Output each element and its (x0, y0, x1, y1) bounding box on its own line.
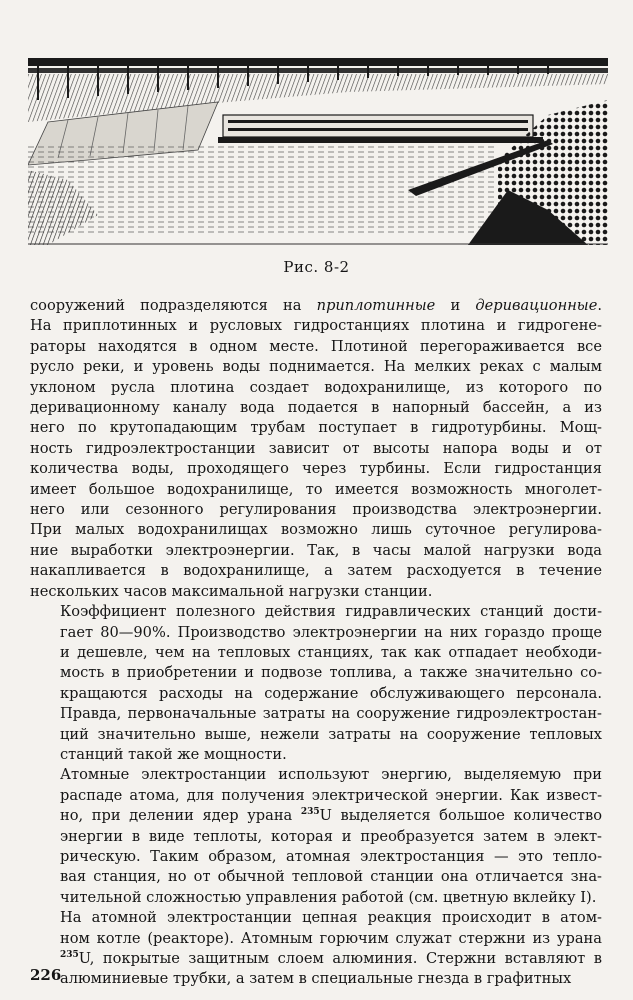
text-line: раторы находятся в одном месте. Плотиной перегораживается все (30, 337, 602, 355)
text-line: вая станция, но от обычной тепловой станции она отличается зна- (60, 868, 602, 886)
text-line: Коэффициент полезного действия гидравлических станций дости- (60, 603, 602, 621)
text-line: имеет большое водохранилище, то имеется возможность многолет- (30, 480, 602, 498)
text-line: уклоном русла плотина создает водохранилище, из которого по (30, 378, 602, 396)
text-line: накапливается в водохранилище, а затем расходуется в течение (30, 562, 602, 580)
text-line: деривационному каналу вода подается в напорный бассейн, а из (30, 399, 602, 417)
dam-drawing (28, 40, 608, 245)
text-line: На приплотинных и русловых гидростанциях плотина и гидрогене- (30, 317, 602, 335)
text-line: станций такой же мощности. (60, 745, 287, 763)
isotope-mass-number: 235 (300, 807, 320, 818)
page-number: 226 (30, 966, 62, 984)
text-line: чительной сложностью управления работой (см. цветную вклейку I). (60, 888, 597, 906)
text-line: ций значительно выше, нежели затраты на сооружение тепловых (60, 725, 602, 743)
text-line: но, при делении ядер урана $^{235}$U выделяется большое количество (60, 807, 602, 825)
text-line: количества воды, проходящего через турбины. Если гидростанция (30, 460, 602, 478)
paragraph (30, 908, 602, 990)
text-line: $^{235}$U, покрытые защитным слоем алюминия. Стержни вставляют в (60, 950, 602, 967)
text-line: и дешевле, чем на тепловых станциях, так как отпадает необходи- (60, 643, 602, 661)
text-line: энергии в виде теплоты, которая и преобразуется затем в элект- (60, 827, 602, 845)
text-line: него или сезонного регулирования производства электроэнергии. (30, 501, 602, 519)
text-line: алюминиевые трубки, а затем в специальные гнезда в графитных (60, 970, 572, 988)
text-line: гает 80—90%. Производство электроэнергии на них гораздо проще (60, 623, 602, 641)
text-line: Атомные электростанции используют энергию, выделяемую при (60, 766, 602, 784)
italic-term: приплотинные (316, 297, 436, 314)
text-line: ном котле (реакторе). Атомным горючим служат стержни из урана (60, 929, 602, 947)
isotope-mass-number: 235 (60, 950, 79, 961)
text-line: Правда, первоначальные затраты на сооружение гидроэлектростан- (60, 705, 602, 723)
text-line: сооружений подразделяются на приплотинные и деривационные. (30, 297, 602, 314)
body-text (30, 296, 602, 990)
italic-term: деривационные (475, 297, 598, 314)
paragraph (30, 765, 602, 908)
text-line: ность гидроэлектростанции зависит от высоты напора воды и от (30, 439, 602, 457)
hydro-dam-illustration (28, 40, 608, 245)
text-line: него по крутопадающим трубам поступает в гидротурбины. Мощ- (30, 419, 602, 437)
text-line: ние выработки электроэнергии. Так, в часы малой нагрузки вода (30, 541, 602, 559)
paragraph (30, 602, 602, 765)
figure-caption: Рис. 8-2 (283, 258, 350, 276)
text-line: При малых водохранилищах возможно лишь суточное регулирова- (30, 521, 602, 539)
text-line: кращаются расходы на содержание обслуживающего персонала. (60, 684, 602, 702)
text-line: мость в приобретении и подвозе топлива, а также значительно со- (60, 664, 602, 682)
text-line: распаде атома, для получения электрической энергии. Как извест- (60, 786, 602, 804)
text-line: русло реки, и уровень воды поднимается. На мелких реках с малым (30, 358, 602, 376)
text-line: нескольких часов максимальной нагрузки станции. (30, 582, 433, 600)
paragraph (30, 296, 602, 602)
text-line: рическую. Таким образом, атомная электростанция — это тепло- (60, 847, 602, 865)
text-line: На атомной электростанции цепная реакция происходит в атом- (60, 909, 602, 927)
